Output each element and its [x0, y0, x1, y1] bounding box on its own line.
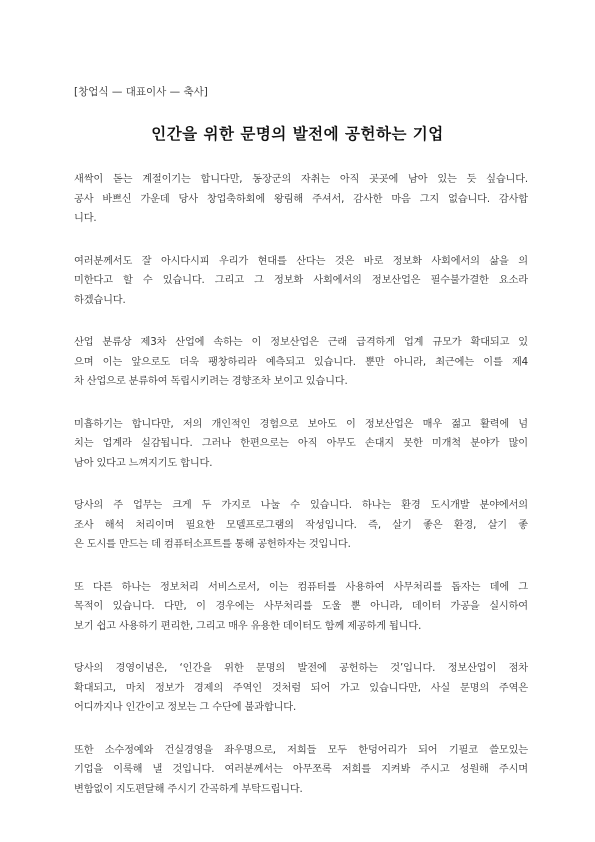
text-line: 여러분께서도 잘 아시다시피 우리가 현대를 산다는 것은 바로 정보화 사회에서의 삶을 의 [74, 255, 528, 267]
text-line: 조사 해석 처리이며 필요한 모델프로그램의 작성입니다. 즉, 살기 좋은 환경, 살기 좋 [74, 519, 528, 531]
paragraph-1 [74, 170, 528, 229]
speech-body [74, 170, 528, 822]
text-line: 또 다른 하나는 정보처리 서비스로서, 이는 컴퓨터를 사용하여 사무처리를 돕자는 데에 그 [74, 581, 528, 593]
paragraph-7 [74, 659, 528, 718]
section-tag: [창업식 — 대표이사 — 축사] [74, 86, 208, 98]
paragraph-3 [74, 333, 528, 392]
text-line: 하겠습니다. [74, 294, 126, 306]
text-line: 확대되고, 마치 정보가 경제의 주역인 것처럼 되어 가고 있습니다만, 사실 문명의 주역은 [74, 682, 528, 694]
paragraph-5 [74, 496, 528, 555]
text-line: 공사 바쁘신 가운데 당사 창업축하회에 왕림해 주셔서, 감사한 마음 그지 없습니다. 감사합 [74, 193, 528, 205]
text-line: 또한 소수정예와 건실경영을 좌우명으로, 저희들 모두 한덩어리가 되어 기필코 쓸모있는 [74, 744, 528, 756]
text-line: 미한다고 할 수 있습니다. 그리고 그 정보화 사회에서의 정보산업은 필수불가결한 요소라 [74, 275, 528, 286]
text-line: 새싹이 돋는 계절이기는 합니다만, 동장군의 자취는 아직 곳곳에 남아 있는 듯 싶습니다. [74, 174, 528, 185]
text-line: 산업 분류상 제3차 산업에 속하는 이 정보산업은 근래 급격하게 업계 규모가 확대되고 있 [74, 337, 528, 348]
text-line: 미흡하기는 합니다만, 저의 개인적인 경험으로 보아도 이 정보산업은 매우 젊고 활력에 넘 [74, 418, 528, 430]
page-title: 인간을 위한 문명의 발전에 공헌하는 기업 [151, 125, 444, 143]
paragraph-6 [74, 578, 528, 637]
text-line: 기업을 이룩해 낼 것입니다. 여러분께서는 아무쪼록 저희를 지켜봐 주시고 성원해 주시며 [74, 764, 528, 775]
text-line: 으며 이는 앞으로도 더욱 팽창하리라 예측되고 있습니다. 뿐만 아니라, 최근에는 이를 제4 [74, 356, 528, 368]
text-line: 차 산업으로 분류하여 독립시키려는 경향조차 보이고 있습니다. [74, 376, 348, 387]
text-line: 당사의 주 업무는 크게 두 가지로 나눌 수 있습니다. 하나는 환경 도시개발 분야에서의 [74, 500, 528, 511]
text-line: 변함없이 지도편달해 주시기 간곡하게 부탁드립니다. [74, 783, 303, 795]
text-line: 목적이 있습니다. 다만, 이 경우에는 사무처리를 도울 뿐 아니라, 데이터 가공을 실시하여 [74, 601, 528, 612]
paragraph-8 [74, 741, 528, 800]
text-line: 어디까지나 인간이고 정보는 그 수단에 불과합니다. [74, 702, 297, 713]
text-line: 당사의 경영이념은, ‘인간을 위한 문명의 발전에 공헌하는 것’입니다. 정보산업이 점차 [74, 663, 528, 674]
text-line: 니다. [74, 213, 97, 224]
paragraph-2 [74, 252, 528, 311]
paragraph-4 [74, 415, 528, 474]
text-line: 치는 업계라 실감됩니다. 그러나 한편으로는 아직 아무도 손대지 못한 미개척 분야가 많이 [74, 438, 528, 449]
text-line: 은 도시를 만드는 데 컴퓨터소프트를 통해 공헌하자는 것입니다. [74, 539, 351, 550]
text-line: 보기 쉽고 사용하기 편리한, 그리고 매우 유용한 데이터도 함께 제공하게 됩니다. [74, 620, 422, 632]
text-line: 남아 있다고 느껴지기도 합니다. [74, 457, 213, 469]
